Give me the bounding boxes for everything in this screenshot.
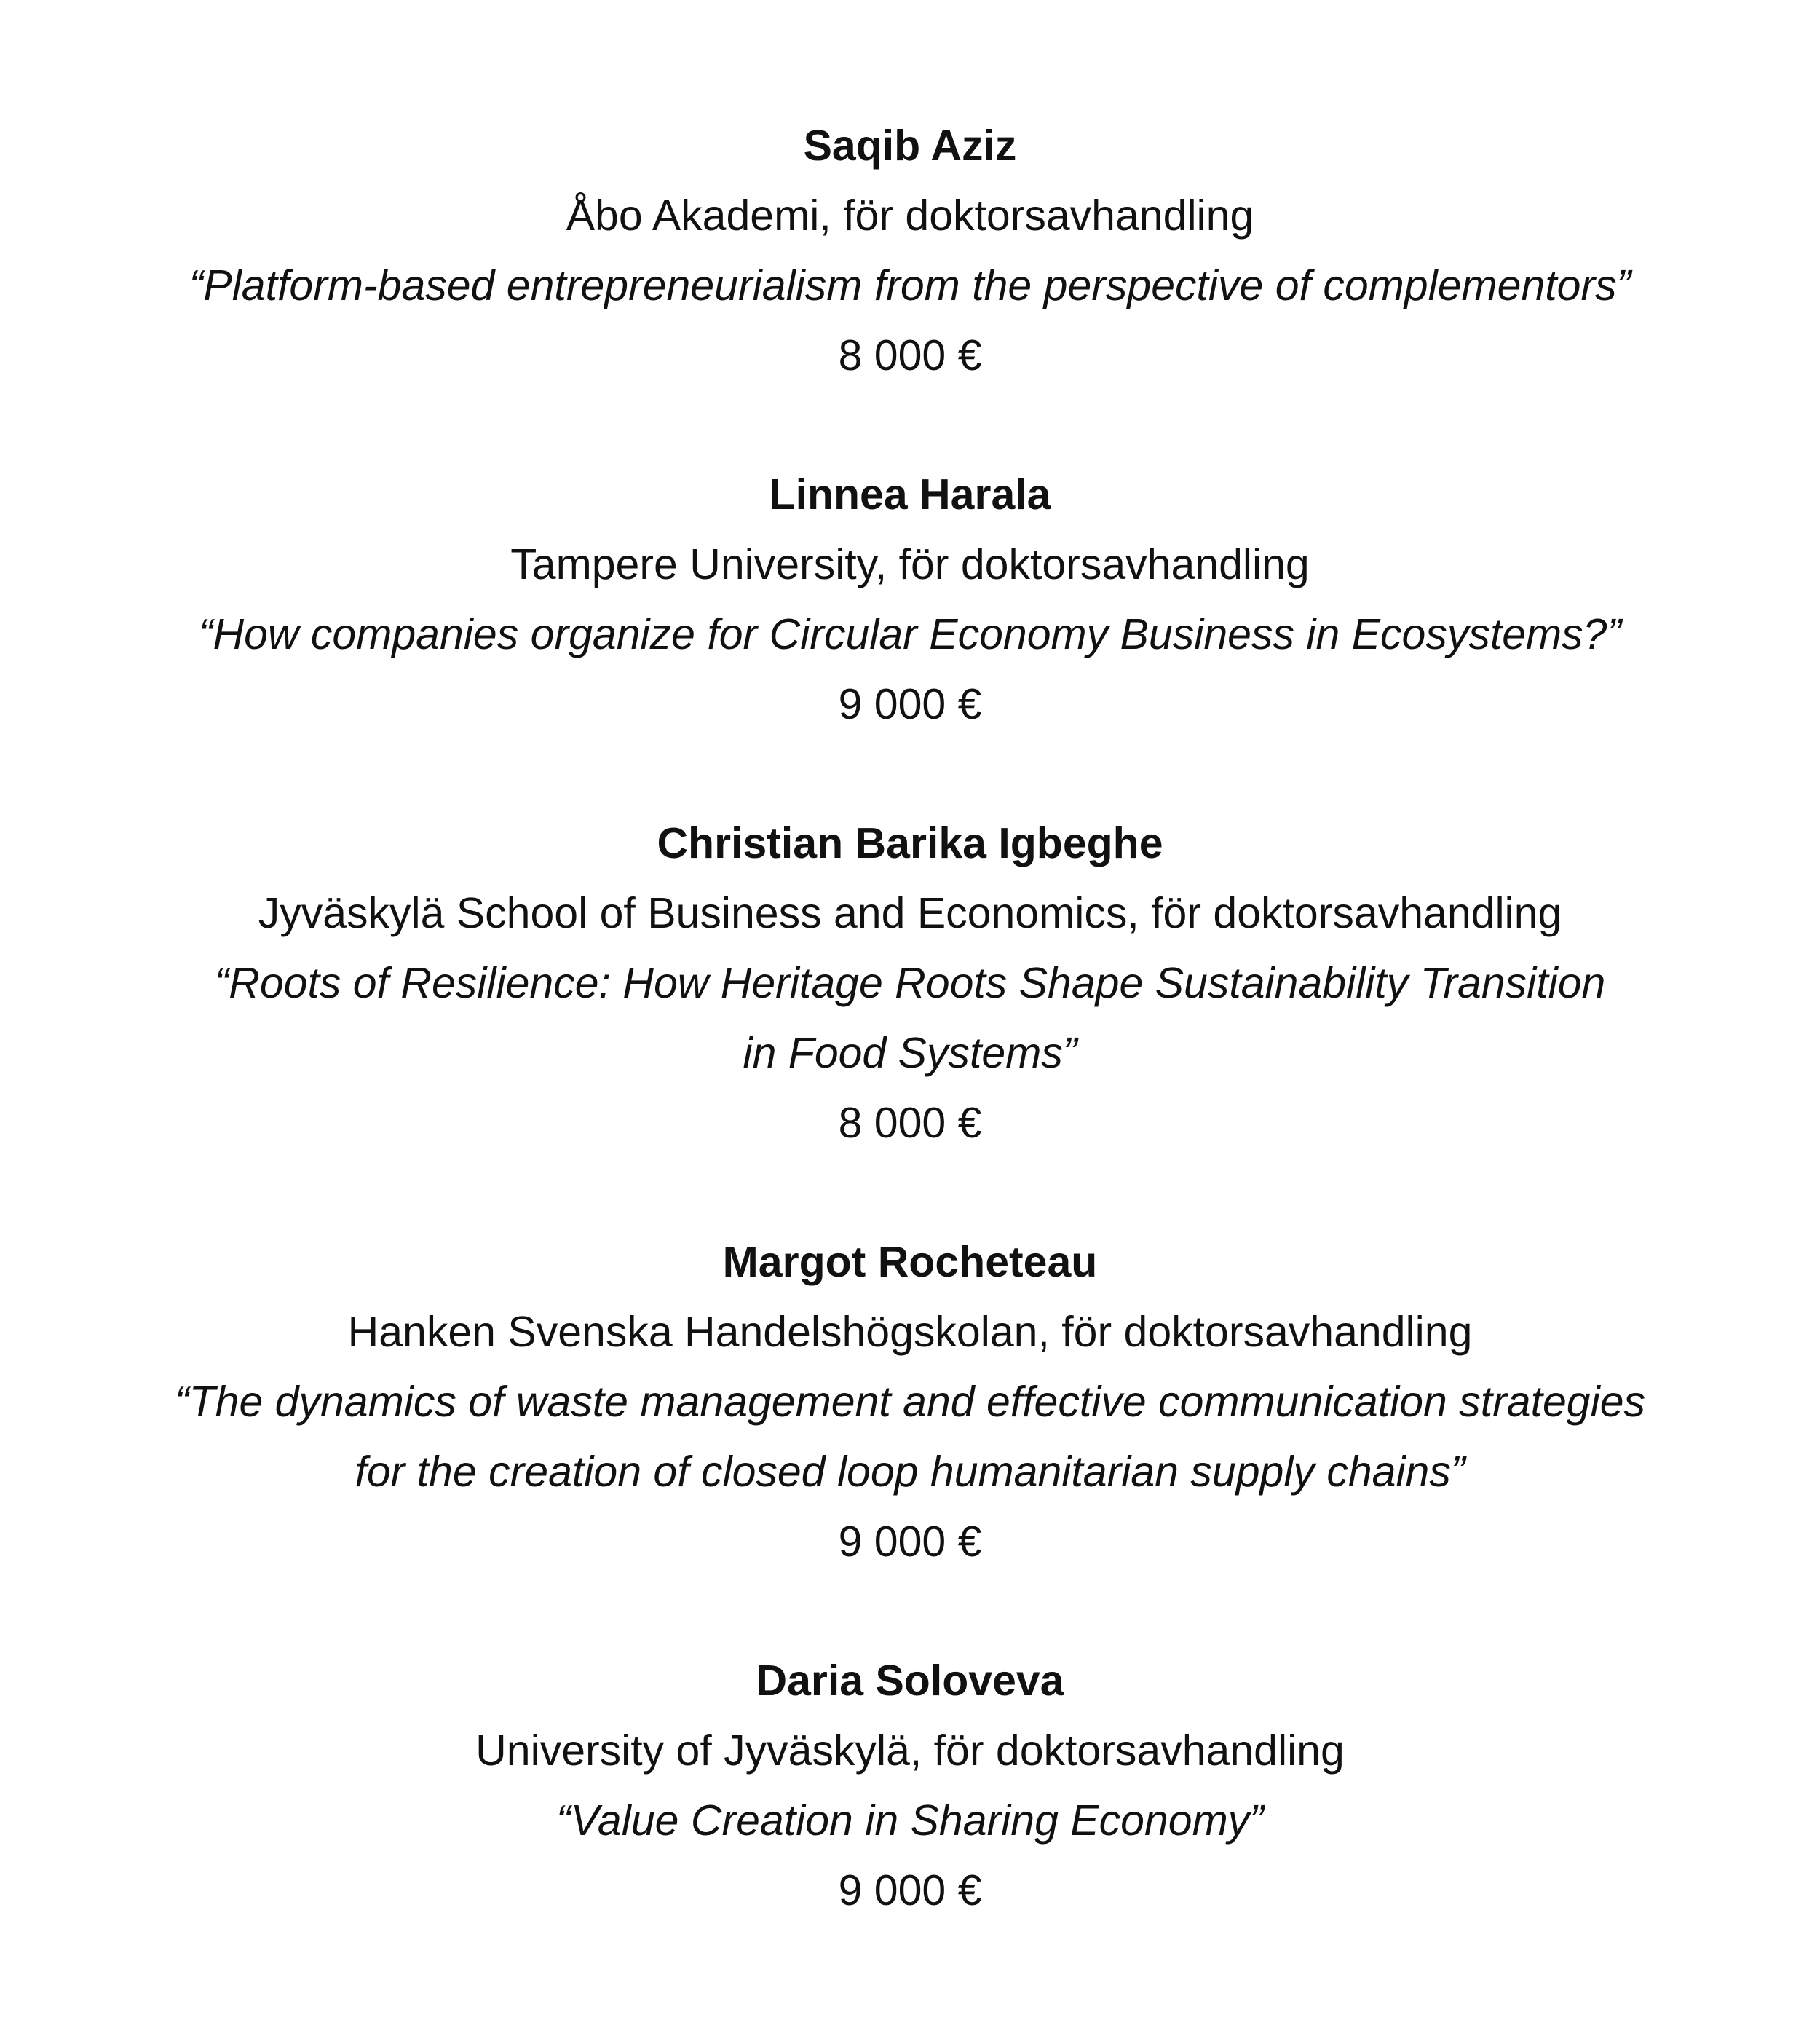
thesis-title: “Platform-based entrepreneurialism from the perspective of complementors”	[189, 261, 1631, 309]
thesis-title: “Value Creation in Sharing Economy”	[556, 1796, 1264, 1845]
thesis-title-line-2: for the creation of closed loop humanitarian supply chains”	[355, 1448, 1465, 1496]
recipient-name: Margot Rocheteau	[722, 1238, 1098, 1286]
recipient-name: Linnea Harala	[769, 470, 1051, 518]
recipient-institution: Åbo Akademi, för doktorsavhandling	[566, 192, 1254, 240]
recipient-name: Christian Barika Igbeghe	[657, 819, 1163, 867]
grant-amount: 8 000 €	[838, 331, 982, 379]
grant-entry	[0, 1227, 1820, 1577]
thesis-title-line-2: in Food Systems”	[743, 1029, 1077, 1077]
grant-amount: 9 000 €	[838, 1518, 982, 1566]
grant-amount: 9 000 €	[838, 680, 982, 728]
recipient-institution: University of Jyväskylä, för doktorsavhandling	[475, 1727, 1345, 1775]
grant-entry	[0, 459, 1820, 739]
grant-entry	[0, 1646, 1820, 1925]
recipient-name: Saqib Aziz	[803, 122, 1017, 170]
thesis-title-line-1: “Roots of Resilience: How Heritage Roots Shape Sustainability Transition	[214, 959, 1606, 1007]
grant-amount: 9 000 €	[838, 1866, 982, 1914]
grant-entry	[0, 808, 1820, 1158]
grant-amount: 8 000 €	[838, 1099, 982, 1147]
thesis-title-line-1: “The dynamics of waste management and effective communication strategies	[174, 1378, 1646, 1426]
thesis-title: “How companies organize for Circular Economy Business in Ecosystems?”	[198, 610, 1622, 658]
recipient-name: Daria Soloveva	[756, 1657, 1064, 1705]
grant-entry	[0, 111, 1820, 390]
recipient-institution: Jyväskylä School of Business and Economics, för doktorsavhandling	[258, 889, 1562, 937]
recipient-institution: Tampere University, för doktorsavhandling	[510, 540, 1310, 588]
recipient-institution: Hanken Svenska Handelshögskolan, för doktorsavhandling	[347, 1308, 1473, 1356]
